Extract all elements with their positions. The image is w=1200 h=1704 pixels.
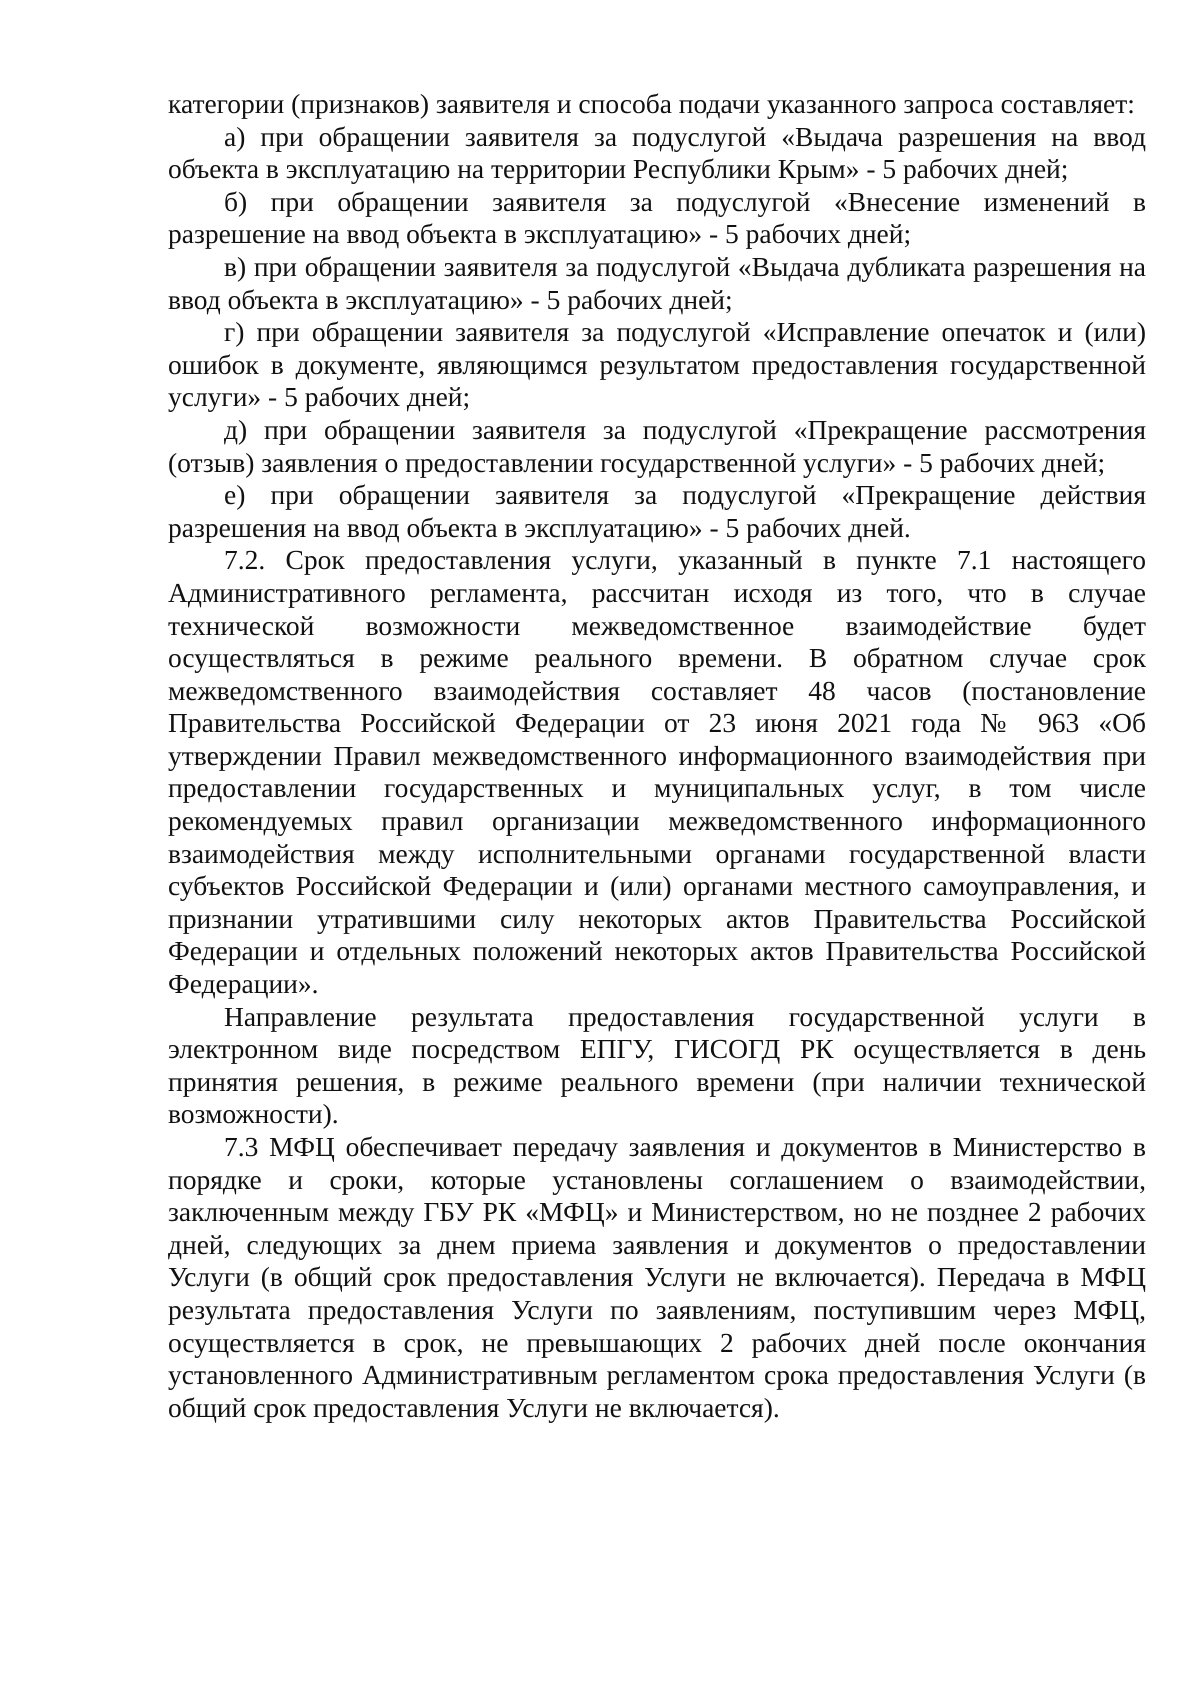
paragraph-7-3: 7.3 МФЦ обеспечивает передачу заявления и документов в Министерство в порядке и сроки, которые установлены соглашением о взаимодействии, заключенным между ГБУ РК «МФЦ» и Министерством, но не позднее 2 рабочих дней, следующих за днем приема заявления и документов о предоставлении Услуги (в общий срок предоставления Услуги не включается). Передача в МФЦ результата предоставления Услуги по заявлениям, поступившим через МФЦ, осуществляется в срок, не превышающих 2 рабочих дней после окончания установленного Административным регламентом срока предоставления Услуги (в общий срок предоставления Услуги не включается).: [168, 1131, 1146, 1423]
paragraph-item-v: в) при обращении заявителя за подуслугой «Выдача дубликата разрешения на ввод объекта в эксплуатацию» - 5 рабочих дней;: [168, 250, 1146, 315]
document-page: [168, 88, 1146, 1424]
paragraph-continuation: категории (признаков) заявителя и способа подачи указанного запроса составляет:: [168, 88, 1135, 119]
paragraph-7-2: 7.2. Срок предоставления услуги, указанный в пункте 7.1 настоящего Административного регламента, рассчитан исходя из того, что в случае технической возможности межведомственное взаимодействие будет осуществляться в режиме реального времени. В обратном случае срок межведомственного взаимодействия составляет 48 часов (постановление Правительства Российской Федерации от 23 июня 2021 года № 963 «Об утверждении Правил межведомственного информационного взаимодействия при предоставлении государственных и муниципальных услуг, в том числе рекомендуемых правил организации межведомственного информационного взаимодействия между исполнительными органами государственной власти субъектов Российской Федерации и (или) органами местного самоуправления, и признании утратившими силу некоторых актов Правительства Российской Федерации и отдельных положений некоторых актов Правительства Российской Федерации».: [168, 544, 1146, 1000]
paragraph-item-g: г) при обращении заявителя за подуслугой «Исправление опечаток и (или) ошибок в документе, являющимся результатом предоставления государственной услуги» - 5 рабочих дней;: [168, 316, 1146, 413]
paragraph-item-e: е) при обращении заявителя за подуслугой «Прекращение действия разрешения на ввод объекта в эксплуатацию» - 5 рабочих дней.: [168, 479, 1146, 543]
paragraph-item-b: б) при обращении заявителя за подуслугой «Внесение изменений в разрешение на ввод объекта в эксплуатацию» - 5 рабочих дней;: [168, 185, 1146, 250]
paragraph-item-d: д) при обращении заявителя за подуслугой «Прекращение рассмотрения (отзыв) заявления о предоставлении государственной услуги» - 5 рабочих дней;: [168, 413, 1146, 478]
paragraph-result-delivery: Направление результата предоставления государственной услуги в электронном виде посредством ЕПГУ, ГИСОГД РК осуществляется в день принятия решения, в режиме реального времени (при наличии технической возможности).: [168, 1000, 1146, 1130]
paragraph-item-a: а) при обращении заявителя за подуслугой «Выдача разрешения на ввод объекта в эксплуатацию на территории Республики Крым» - 5 рабочих дней;: [168, 120, 1146, 185]
